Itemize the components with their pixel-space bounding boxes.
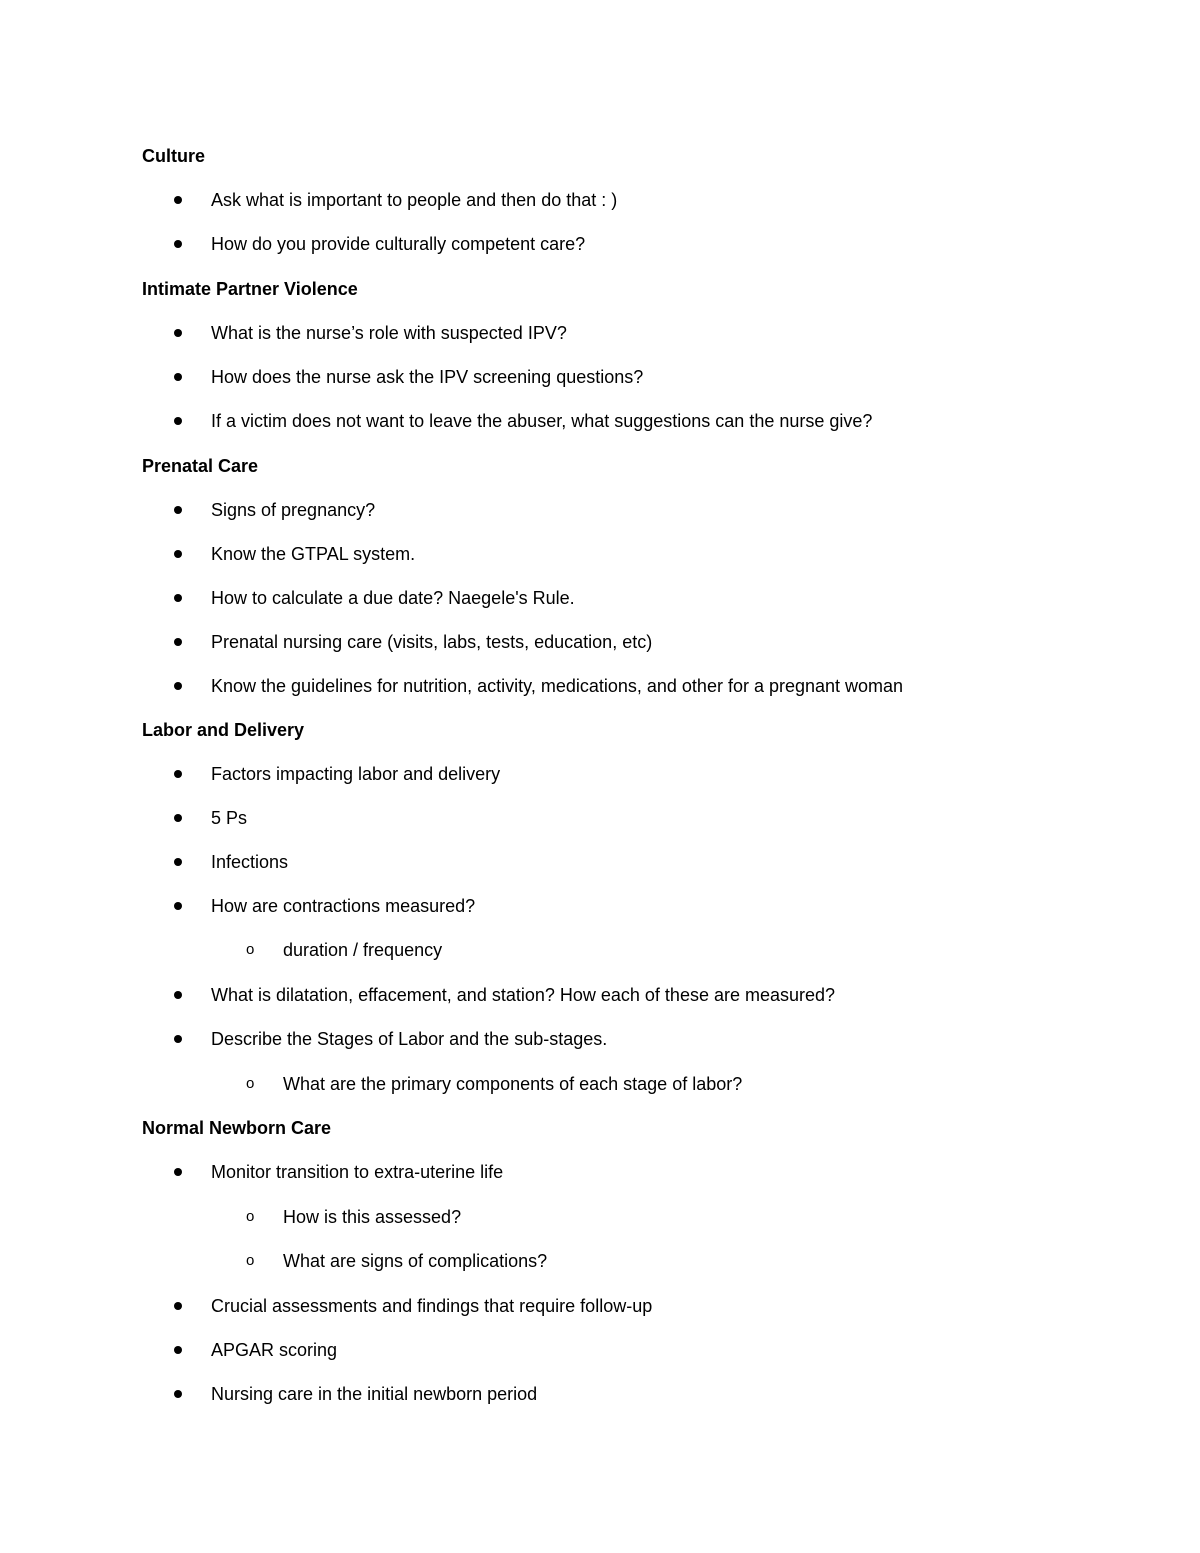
list-item-text: Monitor transition to extra-uterine life bbox=[211, 1162, 504, 1182]
list-item-text: Factors impacting labor and delivery bbox=[211, 764, 501, 784]
sub-list-item-text: How is this assessed? bbox=[283, 1207, 462, 1227]
sub-list-item-text: What are signs of complications? bbox=[283, 1251, 548, 1271]
list-item-text: What is dilatation, effacement, and station? How each of these are measured? bbox=[211, 985, 836, 1005]
list-item-text: How does the nurse ask the IPV screening questions? bbox=[211, 367, 644, 387]
sub-bullet-icon: o bbox=[246, 941, 255, 958]
list-item-text: Ask what is important to people and then do that : ) bbox=[211, 190, 618, 210]
section-heading-normal-newborn-care: Normal Newborn Care bbox=[142, 1118, 332, 1138]
list-item-text: Crucial assessments and findings that require follow-up bbox=[211, 1296, 653, 1316]
list-item-text: How are contractions measured? bbox=[211, 896, 476, 916]
list-item-text: Describe the Stages of Labor and the sub-stages. bbox=[211, 1029, 608, 1049]
section-heading-ipv: Intimate Partner Violence bbox=[142, 279, 358, 299]
list-item-text: 5 Ps bbox=[211, 808, 248, 828]
sub-list-item-text: What are the primary components of each stage of labor? bbox=[283, 1074, 743, 1094]
sub-bullet-icon: o bbox=[246, 1075, 255, 1092]
list-item-text: What is the nurse’s role with suspected IPV? bbox=[211, 323, 567, 343]
section-heading-prenatal-care: Prenatal Care bbox=[142, 456, 259, 476]
list-item-text: How to calculate a due date? Naegele's Rule. bbox=[211, 588, 575, 608]
sub-bullet-icon: o bbox=[246, 1208, 255, 1225]
sub-list-item-text: duration / frequency bbox=[283, 940, 443, 960]
sub-bullet-icon: o bbox=[246, 1252, 255, 1269]
list-item-text: How do you provide culturally competent care? bbox=[211, 234, 586, 254]
section-heading-culture: Culture bbox=[142, 146, 205, 166]
list-item-text: If a victim does not want to leave the abuser, what suggestions can the nurse give? bbox=[211, 411, 873, 431]
list-item-text: Know the guidelines for nutrition, activity, medications, and other for a pregnant woman bbox=[211, 676, 904, 696]
list-item-text: Infections bbox=[211, 852, 289, 872]
list-item-text: Signs of pregnancy? bbox=[211, 500, 376, 520]
section-heading-labor-and-delivery: Labor and Delivery bbox=[142, 720, 305, 740]
list-item-text: Nursing care in the initial newborn period bbox=[211, 1384, 538, 1404]
list-item-text: Know the GTPAL system. bbox=[211, 544, 416, 564]
list-item-text: Prenatal nursing care (visits, labs, tests, education, etc) bbox=[211, 632, 653, 652]
list-item-text: APGAR scoring bbox=[211, 1340, 338, 1360]
